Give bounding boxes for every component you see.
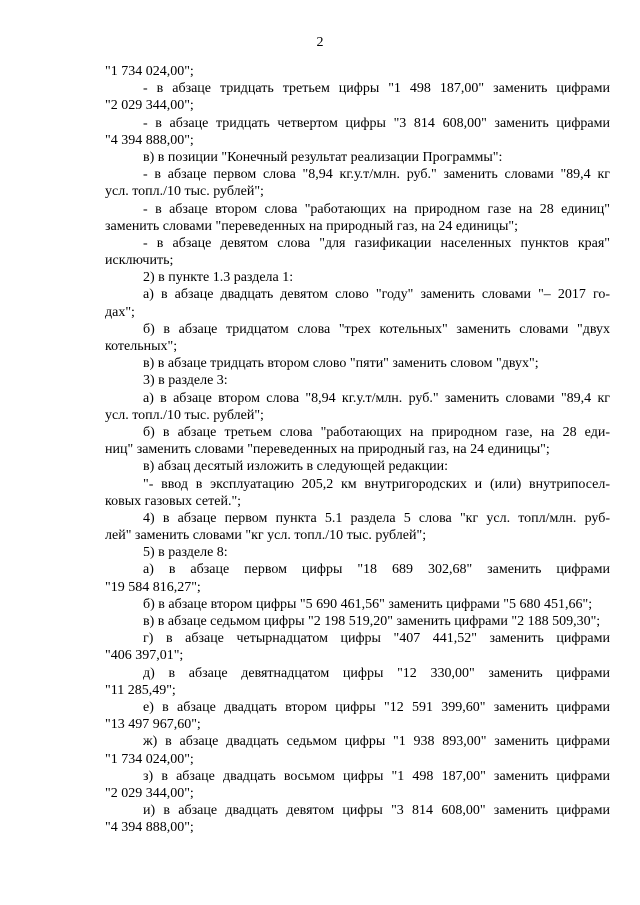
text-line: б) в абзаце втором цифры "5 690 461,56" заменить цифрами "5 680 451,66";	[143, 596, 593, 612]
text-line: "11 285,49";	[105, 682, 176, 698]
text-line: ж) в абзаце двадцать седьмом цифры "1 938 893,00" заменить цифрами	[143, 734, 610, 750]
text-line: ниц" заменить словами "переведенных на природный газ, на 24 единицы";	[105, 442, 550, 458]
text-line: 3) в разделе 3:	[143, 373, 228, 389]
text-line: "19 584 816,27";	[105, 579, 201, 595]
text-line: дах";	[105, 304, 135, 320]
text-line: "1 734 024,00";	[105, 751, 194, 767]
text-line: г) в абзаце четырнадцатом цифры "407 441,52" заменить цифрами	[143, 631, 610, 647]
text-line: з) в абзаце двадцать восьмом цифры "1 498 187,00" заменить цифрами	[143, 768, 610, 784]
text-line: е) в абзаце двадцать втором цифры "12 591 399,60" заменить цифрами	[143, 699, 610, 715]
text-line: "4 394 888,00";	[105, 820, 194, 836]
text-line: в) в абзаце тридцать втором слово "пяти" заменить словом "двух";	[143, 356, 539, 372]
text-line: "1 734 024,00";	[105, 64, 194, 79]
text-line: в) в позиции "Конечный результат реализации Программы":	[143, 149, 503, 165]
text-line: - в абзаце тридцать четвертом цифры "3 814 608,00" заменить цифрами	[143, 115, 610, 131]
page-number: 2	[316, 35, 324, 50]
text-line: б) в абзаце третьем слова "работающих на природном газе, на 28 еди-	[143, 424, 610, 440]
text-line: - в абзаце девятом слова "для газификации населенных пунктов края"	[143, 235, 610, 251]
text-line: 2) в пункте 1.3 раздела 1:	[143, 270, 294, 286]
text-line: а) в абзаце втором слова "8,94 кг.у.т/млн. руб." заменить словами "89,4 кг	[143, 390, 610, 406]
text-line: д) в абзаце девятнадцатом цифры "12 330,00" заменить цифрами	[143, 665, 610, 681]
text-line: лей" заменить словами "кг усл. топл./10 тыс. рублей";	[105, 528, 427, 544]
text-line: "406 397,01";	[105, 648, 184, 664]
text-line: "4 394 888,00";	[105, 132, 194, 148]
text-line: а) в абзаце первом цифры "18 689 302,68" заменить цифрами	[143, 562, 610, 578]
text-line: 4) в абзаце первом пункта 5.1 раздела 5 слова "кг усл. топл/млн. руб-	[143, 510, 610, 526]
document-body	[105, 63, 610, 836]
text-line: - в абзаце втором слова "работающих на природном газе на 28 единиц"	[143, 201, 610, 217]
text-line: и) в абзаце двадцать девятом цифры "3 814 608,00" заменить цифрами	[143, 803, 610, 819]
text-line: в) абзац десятый изложить в следующей редакции:	[143, 459, 448, 475]
text-line: усл. топл./10 тыс. рублей";	[105, 184, 264, 200]
text-line: 5) в разделе 8:	[143, 545, 228, 561]
text-line: "2 029 344,00";	[105, 785, 194, 801]
text-line: "2 029 344,00";	[105, 98, 194, 114]
text-line: б) в абзаце тридцатом слова "трех котельных" заменить словами "двух	[143, 321, 610, 337]
text-line: исключить;	[105, 253, 174, 269]
text-line: котельных";	[105, 339, 178, 354]
text-line: "13 497 967,60";	[105, 717, 201, 733]
text-line: - в абзаце первом слова "8,94 кг.у.т/млн. руб." заменить словами "89,4 кг	[143, 167, 610, 183]
text-line: - в абзаце тридцать третьем цифры "1 498 187,00" заменить цифрами	[143, 81, 610, 97]
text-line: заменить словами "переведенных на природный газ, на 24 единицы";	[105, 218, 519, 234]
text-line: в) в абзаце седьмом цифры "2 198 519,20" заменить цифрами "2 188 509,30";	[143, 614, 601, 629]
text-line: усл. топл./10 тыс. рублей";	[105, 407, 264, 423]
text-line: ковых газовых сетей.";	[105, 493, 242, 509]
text-line: "- ввод в эксплуатацию 205,2 км внутригородских и (или) внутрипосел-	[143, 476, 610, 492]
text-line: а) в абзаце двадцать девятом слово "году" заменить словами "– 2017 го-	[143, 287, 610, 303]
